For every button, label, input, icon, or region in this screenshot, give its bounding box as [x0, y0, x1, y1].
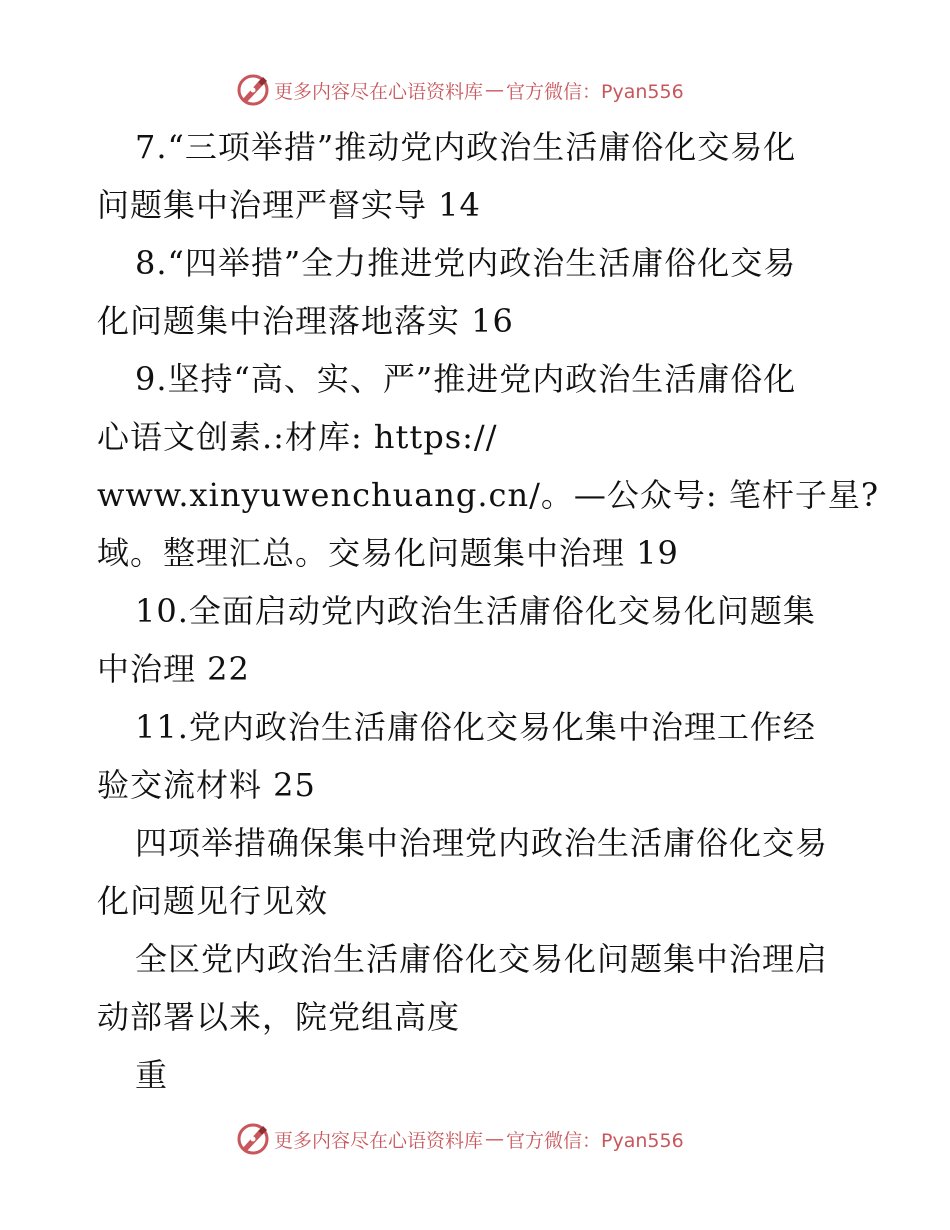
text-line: 验交流材料 25 — [97, 766, 316, 804]
watermark-text: 更多内容尽在心语资料库 — [274, 80, 484, 103]
watermark-text: 更多内容尽在心语资料库 — [274, 1129, 484, 1152]
text-line: 重 — [135, 1056, 169, 1094]
header-watermark — [236, 72, 684, 108]
text-line: 动部署以来，院党组高度 — [97, 998, 461, 1036]
body-text — [97, 118, 877, 1104]
text-line: 四项举措确保集中治理党内政治生活庸俗化交易 — [135, 824, 829, 862]
text-line: 10.全面启动党内政治生活庸俗化交易化问题集 — [135, 592, 816, 630]
watermark-dash: — — [485, 1128, 505, 1150]
text-line: 化问题见行见效 — [97, 882, 329, 920]
text-line: 7.“三项举措”推动党内政治生活庸俗化交易化 — [135, 128, 797, 166]
watermark-suffix: 官方微信：Pyan556 — [506, 80, 684, 103]
text-line: 8.“四举措”全力推进党内政治生活庸俗化交易 — [135, 244, 797, 282]
text-line: 问题集中治理严督实导 14 — [97, 186, 481, 224]
text-line: 9.坚持“高、实、严”推进党内政治生活庸俗化 — [135, 360, 797, 398]
pen-logo-icon — [236, 1122, 270, 1156]
text-line: 11.党内政治生活庸俗化交易化集中治理工作经 — [135, 708, 816, 746]
watermark-dash: — — [485, 79, 505, 101]
text-line: 全区党内政治生活庸俗化交易化问题集中治理启 — [135, 940, 829, 978]
pen-logo-icon — [236, 73, 270, 107]
text-line: 域。整理汇总。交易化问题集中治理 19 — [97, 534, 679, 572]
watermark-suffix: 官方微信：Pyan556 — [506, 1129, 684, 1152]
text-line: 中治理 22 — [97, 650, 250, 688]
text-line: 心语文创素.:材库: https:// — [97, 418, 498, 456]
text-line: www.xinyuwenchuang.cn/。—公众号: 笔杆子星? — [97, 476, 879, 514]
text-line: 化问题集中治理落地落实 16 — [97, 302, 514, 340]
footer-watermark — [236, 1121, 684, 1157]
